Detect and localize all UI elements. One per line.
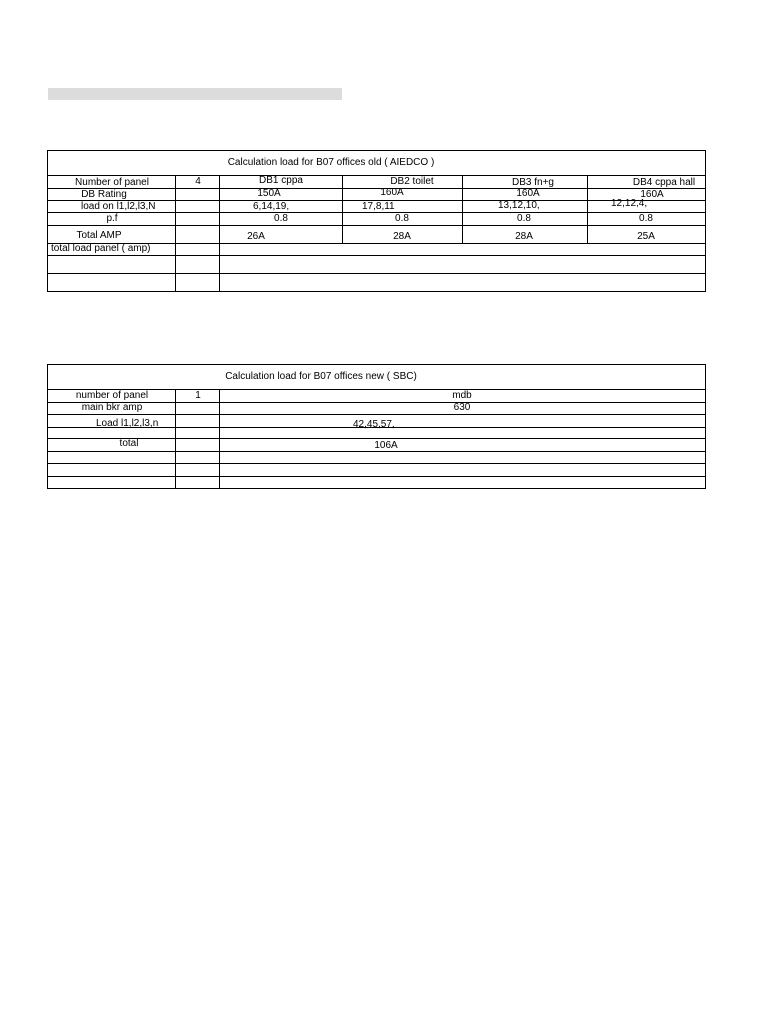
mdb-name: mdb xyxy=(452,390,472,401)
db1-load: 6,14,19, xyxy=(253,201,290,212)
db4-total: 25A xyxy=(637,231,655,242)
panel-count: 4 xyxy=(195,176,201,187)
table-title: Calculation load for B07 offices new ( SBC) xyxy=(225,371,417,382)
db3-total: 28A xyxy=(515,231,533,242)
row-label-number-of-panel: number of panel xyxy=(75,390,149,401)
db1-rating: 150A xyxy=(257,188,281,199)
row-label-total: total xyxy=(119,438,139,449)
main-bkr-value: 630 xyxy=(453,402,471,413)
header-placeholder-bar xyxy=(48,88,342,100)
row-label-pf: p.f xyxy=(106,213,118,224)
row-label-db-rating: DB Rating xyxy=(81,189,127,200)
db4-load: 12,12,4, xyxy=(611,198,648,209)
panel-count: 1 xyxy=(195,390,201,401)
row-label-total-amp: Total AMP xyxy=(76,230,122,241)
db2-name: DB2 toilet xyxy=(390,176,434,187)
db2-rating: 160A xyxy=(380,187,404,198)
row-label-main-bkr-amp: main bkr amp xyxy=(81,402,143,413)
calc-table-new xyxy=(47,364,706,489)
db3-name: DB3 fn+g xyxy=(512,177,554,188)
table-title: Calculation load for B07 offices old ( AIEDCO ) xyxy=(227,157,435,168)
db2-pf: 0.8 xyxy=(395,213,409,224)
db3-load: 13,12,10, xyxy=(498,200,540,211)
calc-table-old xyxy=(47,150,706,292)
db1-name: DB1 cppa xyxy=(259,175,303,186)
row-label-number-of-panel: Number of panel xyxy=(75,177,149,188)
db1-total: 26A xyxy=(247,231,265,242)
row-label-load: load on l1,l2,l3,N xyxy=(81,201,156,212)
db3-pf: 0.8 xyxy=(517,213,531,224)
db3-rating: 160A xyxy=(516,188,540,199)
db2-total: 28A xyxy=(393,231,411,242)
db4-rating: 160A xyxy=(640,189,664,200)
db2-load: 17,8,11 xyxy=(362,201,395,212)
load-values: 42,45,57, xyxy=(353,419,395,430)
db4-pf: 0.8 xyxy=(639,213,653,224)
db4-name: DB4 cppa hall xyxy=(632,177,696,188)
total-value: 106A xyxy=(374,440,398,451)
db1-pf: 0.8 xyxy=(274,213,288,224)
row-label-load: Load l1,l2,l3,n xyxy=(96,418,159,429)
row-label-total-load-panel: total load panel ( amp) xyxy=(51,243,151,254)
